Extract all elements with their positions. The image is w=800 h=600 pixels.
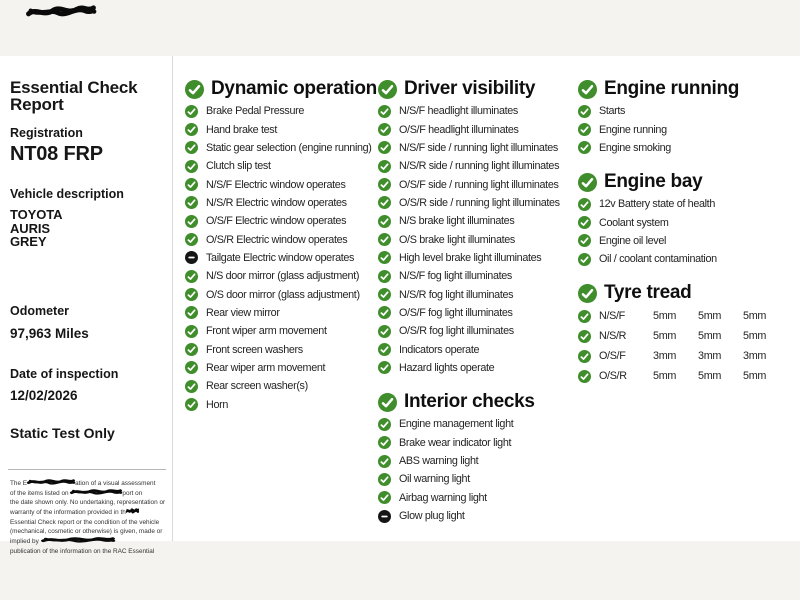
check-item [185,139,377,157]
check-circle-icon [378,288,391,301]
check-circle-icon [578,80,597,99]
check-item-label: N/S/R [599,330,627,343]
check-circle-icon [378,178,391,191]
left-panel [0,56,173,555]
static-test-label: Static Test Only [10,424,115,441]
check-item [578,213,793,231]
section-title: Tyre tread [604,282,692,304]
odometer-value: 97,963 Miles [10,325,89,341]
check-circle-icon [378,105,391,118]
check-item [378,230,576,248]
check-circle-icon [378,436,391,449]
check-item [185,304,377,322]
check-item [378,415,576,433]
check-item-label: High level brake light illuminates [399,251,542,264]
check-circle-icon [578,234,591,247]
check-item-label: O/S/R [599,370,627,383]
vehicle-make: TOYOTA [10,207,63,222]
disclaimer-line: warranty of the information provided in th [10,507,166,517]
check-item-label: O/S/F headlight illuminates [399,123,519,136]
check-circle-icon [185,178,198,191]
tyre-tread-value: 5mm [743,310,767,323]
check-circle-icon [185,196,198,209]
tyre-tread-value: 5mm [698,330,722,343]
check-circle-icon [185,233,198,246]
check-item-label: O/S/R Electric window operates [206,233,348,246]
section-header [185,78,377,100]
check-item-label: Coolant system [599,216,669,229]
check-item-label: Glow plug light [399,510,465,523]
check-circle-icon [185,361,198,374]
scribble-redaction-icon [41,536,115,544]
check-circle-icon [378,196,391,209]
dash-circle-icon [378,510,391,523]
check-item [378,285,576,303]
check-circle-icon [378,343,391,356]
check-item [185,359,377,377]
check-item [378,102,576,120]
check-item-label: N/S/F headlight illuminates [399,105,518,118]
check-item [185,396,377,414]
vehicle-description-label: Vehicle description [10,187,124,201]
check-item-label: N/S/F side / running light illuminates [399,141,558,154]
check-circle-icon [185,160,198,173]
check-circle-icon [578,105,591,118]
check-item [378,194,576,212]
check-item [378,359,576,377]
check-circle-icon [378,141,391,154]
check-item-label: Front wiper arm movement [206,325,327,338]
check-circle-icon [578,173,597,192]
check-item [185,322,377,340]
check-circle-icon [578,216,591,229]
check-circle-icon [378,215,391,228]
check-item [578,102,793,120]
check-circle-icon [378,473,391,486]
section-dynamic-operation [185,78,377,414]
check-item [378,452,576,470]
checklist-column-1 [185,56,377,414]
section-title: Interior checks [404,391,535,413]
check-item-label: O/S/F Electric window operates [206,215,347,228]
check-circle-icon [185,306,198,319]
check-item-label: N/S/R fog light illuminates [399,288,514,301]
check-circle-icon [185,80,204,99]
check-circle-icon [378,306,391,319]
check-circle-icon [185,141,198,154]
check-item-label: Static gear selection (engine running) [206,141,372,154]
check-item-label: N/S/R side / running light illuminates [399,160,560,173]
check-item-label: Indicators operate [399,343,480,356]
scribble-redaction-icon [70,488,122,496]
check-circle-icon [578,123,591,136]
check-item [378,120,576,138]
tyre-tread-value: 3mm [698,350,722,363]
disclaimer-text [10,478,166,556]
check-item-label: N/S/R Electric window operates [206,196,347,209]
check-item [185,194,377,212]
check-item-label: Engine oil level [599,234,667,247]
check-item-label: Engine smoking [599,141,671,154]
check-item-label: Clutch slip test [206,160,271,173]
tyre-tread-value: 5mm [653,330,677,343]
check-circle-icon [185,343,198,356]
check-item [378,322,576,340]
odometer-label: Odometer [10,303,70,318]
check-item-label: Engine management light [399,418,514,431]
section-engine-bay [578,171,793,268]
section-engine-running [578,78,793,157]
section-header [578,78,793,100]
disclaimer-line: The E ation of a visual assessment [10,479,156,487]
check-circle-icon [185,325,198,338]
vehicle-model: AURIS [10,220,50,236]
check-item-label: N/S/F Electric window operates [206,178,346,191]
check-circle-icon [378,123,391,136]
check-item-label: O/S/R side / running light illuminates [399,196,560,209]
section-header [578,171,793,193]
check-item [378,304,576,322]
check-circle-icon [378,455,391,468]
inspection-date-value: 12/02/2026 [10,387,78,403]
check-item-label: N/S/F fog light illuminates [399,270,512,283]
check-circle-icon [185,270,198,283]
check-circle-icon [378,251,391,264]
check-circle-icon [185,215,198,228]
scribble-redaction-icon [26,3,96,20]
section-header [378,391,576,413]
section-title: Engine bay [604,171,703,193]
tyre-tread-value: 5mm [743,330,767,343]
check-item [378,507,576,525]
check-item-label: N/S door mirror (glass adjustment) [206,270,360,283]
check-circle-icon [185,398,198,411]
check-item [378,175,576,193]
vehicle-description-value [10,208,166,249]
section-header [378,78,576,100]
section-interior-checks [378,391,576,525]
report-card [0,56,800,555]
check-item [378,489,576,507]
check-item [185,267,377,285]
registration-value: NT08 FRP [10,143,103,165]
check-item [378,340,576,358]
check-circle-icon [578,350,591,363]
check-circle-icon [378,233,391,246]
check-item-label: Engine running [599,123,667,136]
check-item-label: Brake Pedal Pressure [206,105,305,118]
check-item [185,175,377,193]
check-item [185,377,377,395]
check-item-label: Starts [599,105,626,118]
section-title: Dynamic operation [211,78,377,99]
check-item-label: Rear screen washer(s) [206,380,308,393]
check-item-label: Airbag warning light [399,491,487,504]
tyre-tread-value: 5mm [743,370,767,383]
check-item-label: O/S/R fog light illuminates [399,325,514,338]
disclaimer-line: (mechanical, cosmetic or otherwise) is given, made or [10,527,163,535]
check-circle-icon [378,393,397,412]
dash-circle-icon [185,251,198,264]
report-title: Essential Check Report [10,78,138,114]
check-circle-icon [578,284,597,303]
check-item [578,195,793,213]
check-item-label: Front screen washers [206,343,303,356]
check-circle-icon [578,310,591,323]
check-item [185,340,377,358]
check-item [185,285,377,303]
check-item-label: Brake wear indicator light [399,436,512,449]
divider-rule [8,469,166,470]
disclaimer-line: implied by [10,536,166,546]
check-item-label: Hazard lights operate [399,361,495,374]
check-item-label: Rear view mirror [206,306,280,319]
check-item-label: O/S/F [599,350,626,363]
check-item [378,249,576,267]
check-item [378,434,576,452]
check-item [578,346,793,366]
check-item-label: O/S/F fog light illuminates [399,306,513,319]
check-item [378,139,576,157]
check-circle-icon [378,491,391,504]
check-item-label: Oil warning light [399,473,470,486]
disclaimer-line: the date shown only. No undertaking, representation or [10,499,166,507]
check-item [185,102,377,120]
check-item [578,326,793,346]
check-circle-icon [378,160,391,173]
check-circle-icon [185,105,198,118]
check-item-label: Oil / coolant contamination [599,253,717,266]
check-item-label: N/S brake light illuminates [399,215,515,228]
registration-label: Registration [10,126,83,140]
check-item [378,470,576,488]
check-item [378,212,576,230]
scribble-redaction-icon [126,507,139,515]
check-circle-icon [378,270,391,283]
check-circle-icon [378,325,391,338]
section-title: Driver visibility [404,78,536,99]
check-circle-icon [578,253,591,266]
check-circle-icon [578,141,591,154]
check-item [578,306,793,326]
disclaimer-line: of the items listed on port on [10,489,143,497]
check-item-label: ABS warning light [399,455,479,468]
check-item [578,250,793,268]
tyre-tread-value: 3mm [743,350,767,363]
scribble-redaction-icon [27,478,75,486]
check-item-label: Horn [206,398,229,411]
check-circle-icon [378,418,391,431]
check-item [578,139,793,157]
section-driver-visibility [378,78,576,377]
check-item [185,249,377,267]
tyre-tread-value: 5mm [698,310,722,323]
check-item-label: 12v Battery state of health [599,198,715,211]
tyre-tread-value: 5mm [698,370,722,383]
checklist-column-2 [378,56,576,525]
check-item [185,157,377,175]
check-circle-icon [185,288,198,301]
tyre-tread-value: 5mm [653,310,677,323]
check-item [185,120,377,138]
check-item [578,120,793,138]
check-item [578,232,793,250]
checklist-column-3 [578,56,793,386]
check-item-label: N/S/F [599,310,625,323]
check-item-label: Rear wiper arm movement [206,361,326,374]
check-item-label: Tailgate Electric window operates [206,251,355,264]
check-item [578,366,793,386]
section-header [578,282,793,304]
disclaimer-line: Essential Check report or the condition of the vehicle [10,518,160,526]
check-item [185,230,377,248]
section-tyre-tread [578,282,793,386]
check-circle-icon [578,330,591,343]
check-item [378,267,576,285]
check-item [185,212,377,230]
check-circle-icon [578,370,591,383]
disclaimer-line: publication of the information on the RAC Essential [10,547,155,555]
check-circle-icon [378,361,391,374]
tyre-tread-value: 3mm [653,350,677,363]
check-item-label: O/S/F side / running light illuminates [399,178,559,191]
check-item [378,157,576,175]
section-title: Engine running [604,78,740,99]
check-circle-icon [185,123,198,136]
inspection-date-label: Date of inspection [10,366,119,381]
check-circle-icon [185,380,198,393]
check-item-label: Hand brake test [206,123,277,136]
check-circle-icon [578,198,591,211]
vehicle-colour: GREY [10,234,47,249]
check-item-label: O/S brake light illuminates [399,233,515,246]
check-item-label: O/S door mirror (glass adjustment) [206,288,360,301]
tyre-tread-value: 5mm [653,370,677,383]
check-circle-icon [378,80,397,99]
